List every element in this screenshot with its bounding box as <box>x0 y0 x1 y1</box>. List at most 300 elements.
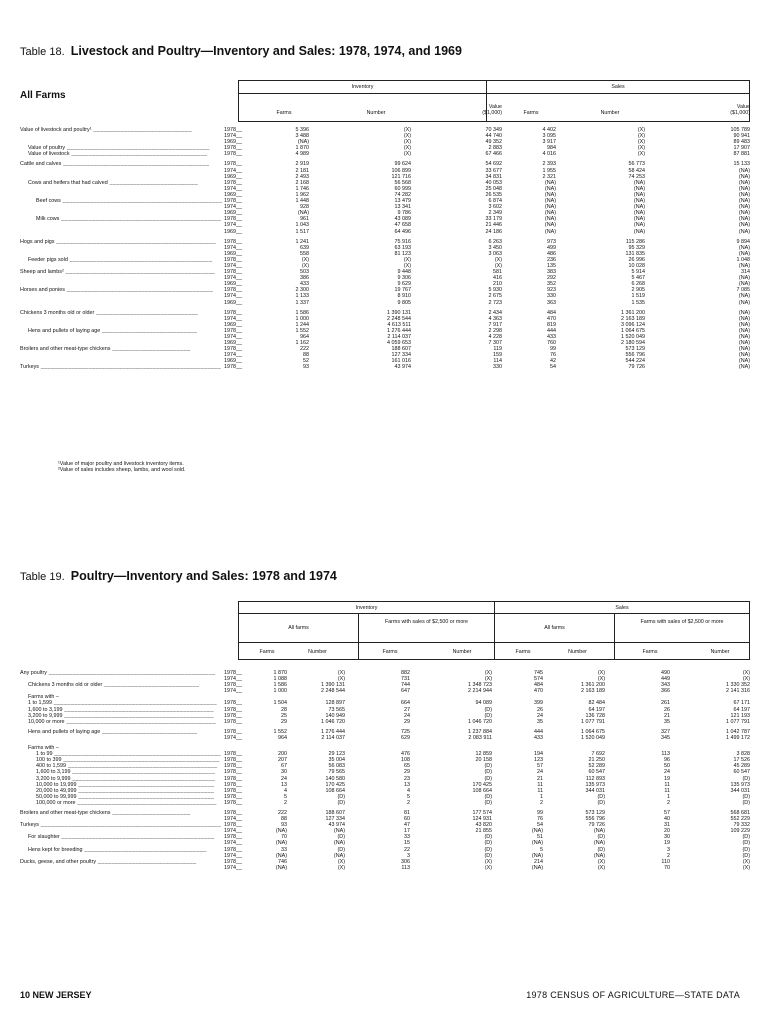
cell-value: 22 <box>404 846 410 853</box>
cell-value: 2 493 <box>295 173 309 180</box>
cell-value: 330 <box>547 293 556 300</box>
row-year: 1969__ <box>224 139 242 146</box>
cell-value: 1 276 444 <box>387 327 411 334</box>
cell-value: 44 740 <box>485 133 502 140</box>
table-19-body <box>20 670 750 871</box>
cell-value: (X) <box>484 670 492 676</box>
cell-value: (X) <box>403 127 411 133</box>
cell-value: (NA) <box>738 358 750 365</box>
cell-value: 745 <box>534 670 543 676</box>
cell-value: 558 <box>300 250 309 257</box>
cell-value: 210 <box>493 281 502 288</box>
cell-value: (X) <box>403 139 411 146</box>
cell-value: (NA) <box>633 222 645 229</box>
cell-value: 292 <box>547 275 556 282</box>
row-label: Value of livestock ________________________________________ <box>28 151 208 158</box>
cell-value: 112 893 <box>585 775 605 782</box>
t18-col-header: Farms <box>276 110 292 116</box>
cell-value: 188 607 <box>325 809 345 816</box>
t18-col-header: Number <box>366 110 386 116</box>
cell-value: 56 568 <box>394 179 411 186</box>
cell-value: 10 028 <box>628 262 645 269</box>
cell-value: 5 <box>284 793 287 800</box>
cell-value: 17 526 <box>733 757 750 764</box>
cell-value: 60 547 <box>588 769 605 776</box>
cell-value: 2 114 037 <box>387 334 411 340</box>
cell-value: 725 <box>401 728 410 735</box>
table-18-body <box>20 127 750 371</box>
t19-col-header: Number <box>452 649 472 655</box>
row-year: 1974__ <box>224 244 242 251</box>
cell-value: 1 237 884 <box>468 728 492 735</box>
cell-value: (NA) <box>333 840 345 847</box>
cell-value: 135 973 <box>585 781 605 788</box>
t18-col-header: Number <box>600 110 620 116</box>
cell-value: 43 974 <box>394 364 411 371</box>
cell-value: 7 307 <box>488 340 502 347</box>
cell-value: (NA) <box>738 204 750 211</box>
cell-value: (X) <box>403 145 411 152</box>
cell-value: 3 450 <box>488 244 502 251</box>
cell-value: (D) <box>742 775 750 782</box>
t19-col-header: Farms <box>382 649 398 655</box>
cell-value: 99 624 <box>394 161 411 168</box>
cell-value: 344 031 <box>585 787 605 794</box>
cell-value: 109 229 <box>730 828 750 835</box>
cell-value: 73 565 <box>328 706 345 713</box>
cell-value: (X) <box>337 858 345 865</box>
cell-value: 131 835 <box>625 250 645 257</box>
page-footer-left: 10 NEW JERSEY <box>20 990 92 1000</box>
cell-value: 476 <box>401 751 410 758</box>
cell-value: 188 607 <box>391 346 411 353</box>
cell-value: 54 <box>550 364 556 371</box>
cell-value: 5 930 <box>488 287 502 294</box>
cell-value: 34 831 <box>485 173 502 180</box>
cell-value: (X) <box>637 133 645 140</box>
cell-value: 108 <box>401 757 410 764</box>
row-label: Milk cows _______________________________________________ <box>36 216 221 223</box>
table-row <box>20 800 750 806</box>
cell-value: 13 <box>281 781 287 788</box>
cell-value: 11 <box>664 781 670 788</box>
cell-value: 23 <box>404 775 410 782</box>
row-year: 1974__ <box>224 352 242 359</box>
cell-value: 67 466 <box>485 151 502 158</box>
cell-value: (X) <box>597 670 605 676</box>
cell-value: 1 046 720 <box>321 718 345 725</box>
sales-group-header: Sales <box>615 605 629 611</box>
row-year: 1974__ <box>224 185 242 192</box>
cell-value: 5 467 <box>631 275 645 282</box>
row-label: Hens and pullets of laying age ____________________________ <box>28 728 198 735</box>
row-year: 1978__ <box>224 763 242 770</box>
cell-value: 1 870 <box>273 670 287 676</box>
cell-value: 573 129 <box>625 346 645 353</box>
cell-value: (NA) <box>738 315 750 322</box>
row-label: For slaughter _____________________________________________ <box>28 834 215 841</box>
cell-value: 135 <box>547 262 556 269</box>
cell-value: 984 <box>547 145 556 152</box>
row-year: 1969__ <box>224 210 242 217</box>
cell-value: 4 016 <box>542 151 556 158</box>
row-year: 1974__ <box>224 864 242 871</box>
cell-value: 31 <box>664 822 670 829</box>
cell-value: 236 <box>547 256 556 263</box>
cell-value: 79 726 <box>588 822 605 829</box>
cell-value: 2 163 189 <box>621 315 645 322</box>
row-label: Cows and heifers that had calved __________________________ <box>28 179 198 186</box>
cell-value: (NA) <box>297 139 309 146</box>
cell-value: (X) <box>597 676 605 683</box>
cell-value: 973 <box>547 238 556 245</box>
cell-value: 2 248 544 <box>321 688 345 695</box>
cell-value: 556 796 <box>585 816 605 823</box>
cell-value: 4 <box>407 787 410 794</box>
cell-value: 2 214 944 <box>468 688 492 695</box>
cell-value: 123 <box>534 757 543 764</box>
row-year: 1978__ <box>224 799 242 806</box>
row-year: 1978__ <box>224 700 242 707</box>
cell-value: 1 746 <box>295 185 309 192</box>
cell-value: (D) <box>337 846 345 853</box>
cell-value: 343 <box>661 682 670 689</box>
row-year: 1978__ <box>224 706 242 713</box>
row-year: 1978__ <box>224 256 242 263</box>
cell-value: 194 <box>534 751 543 758</box>
cell-value: 3 096 124 <box>621 321 645 328</box>
cell-value: (NA) <box>738 293 750 300</box>
row-label: Ducks, geese, and other poultry _____________________________ <box>20 858 197 865</box>
cell-value: (NA) <box>738 299 750 306</box>
cell-value: 2 248 544 <box>387 315 411 322</box>
cell-value: 90 941 <box>733 133 750 140</box>
row-label: Farms with – <box>28 745 59 752</box>
cell-value: 25 048 <box>485 185 502 192</box>
row-year: 1974__ <box>224 840 242 847</box>
table-18-heading: Livestock and Poultry—Inventory and Sales: 1978, 1974, and 1969 <box>70 44 462 58</box>
cell-value: 21 <box>664 712 670 719</box>
cell-value: (D) <box>484 846 492 853</box>
inventory-2500-header: Farms with sales of $2,500 or more <box>384 619 469 625</box>
cell-value: (NA) <box>738 191 750 198</box>
cell-value: 70 <box>664 864 670 871</box>
cell-value: 64 197 <box>588 706 605 713</box>
cell-value: (D) <box>597 834 605 841</box>
cell-value: 6 263 <box>488 238 502 245</box>
row-year: 1974__ <box>224 167 242 174</box>
row-label: 50,000 to 99,999 ________________________________________ <box>36 793 215 800</box>
row-year: 1978__ <box>224 670 242 676</box>
row-year: 1974__ <box>224 334 242 340</box>
cell-value: (X) <box>484 858 492 865</box>
cell-value: (X) <box>637 151 645 158</box>
cell-value: 2 300 <box>295 287 309 294</box>
footnote-1: ¹Value of major poultry and livestock inventory items. <box>58 461 184 467</box>
cell-value: (NA) <box>544 216 556 223</box>
cell-value: 486 <box>547 250 556 257</box>
cell-value: (NA) <box>738 222 750 229</box>
cell-value: 2 723 <box>488 299 502 306</box>
cell-value: 2 883 <box>488 145 502 152</box>
cell-value: 70 <box>281 834 287 841</box>
cell-value: 1 133 <box>295 293 309 300</box>
cell-value: 222 <box>278 809 287 816</box>
row-label: Broilers and other meat-type chickens _______________________ <box>20 346 191 353</box>
cell-value: 2 919 <box>295 161 309 168</box>
cell-value: 63 193 <box>394 244 411 251</box>
cell-value: (X) <box>403 262 411 269</box>
cell-value: 19 <box>664 840 670 847</box>
cell-value: 1 330 352 <box>726 682 750 689</box>
sales-group-header: Sales <box>611 84 625 90</box>
cell-value: (X) <box>742 676 750 683</box>
cell-value: 819 <box>547 321 556 328</box>
cell-value: (NA) <box>333 828 345 835</box>
cell-value: 65 <box>404 763 410 770</box>
cell-value: 1 535 <box>631 299 645 306</box>
cell-value: (X) <box>301 262 309 269</box>
row-year: 1974__ <box>224 293 242 300</box>
cell-value: (NA) <box>738 327 750 334</box>
cell-value: 121 193 <box>730 712 750 719</box>
cell-value: 26 <box>537 706 543 713</box>
cell-value: 1 000 <box>295 315 309 322</box>
cell-value: (X) <box>637 145 645 152</box>
cell-value: (X) <box>742 670 750 676</box>
cell-value: 56 773 <box>628 161 645 168</box>
cell-value: 327 <box>661 728 670 735</box>
row-year: 1978__ <box>224 127 242 133</box>
cell-value: 94 089 <box>475 700 492 707</box>
cell-value: 444 <box>534 728 543 735</box>
row-year: 1974__ <box>224 688 242 695</box>
cell-value: 581 <box>493 269 502 276</box>
cell-value: 54 692 <box>485 161 502 168</box>
table-18-footnotes <box>58 461 186 474</box>
row-year: 1974__ <box>224 222 242 229</box>
cell-value: (NA) <box>544 222 556 229</box>
cell-value: 1 048 <box>736 256 750 263</box>
row-label: Farms with – <box>28 694 59 701</box>
cell-value: (NA) <box>738 346 750 353</box>
cell-value: 93 <box>281 822 287 829</box>
row-year: 1978__ <box>224 822 242 829</box>
cell-value: (X) <box>337 676 345 683</box>
cell-value: 74 253 <box>628 173 645 180</box>
cell-value: (NA) <box>531 840 543 847</box>
cell-value: 29 123 <box>328 751 345 758</box>
cell-value: 81 <box>404 809 410 816</box>
cell-value: (NA) <box>275 864 287 871</box>
row-year: 1978__ <box>224 364 242 371</box>
cell-value: 484 <box>547 309 556 316</box>
cell-value: (D) <box>597 846 605 853</box>
cell-value: 2 <box>667 799 670 806</box>
row-label: 1 to 99 _________________________________________________ <box>36 751 221 758</box>
cell-value: (NA) <box>738 179 750 186</box>
t19-col-header: Farms <box>515 649 531 655</box>
cell-value: (NA) <box>738 334 750 340</box>
cell-value: 33 179 <box>485 216 502 223</box>
cell-value: 43 820 <box>475 822 492 829</box>
row-year: 1969__ <box>224 250 242 257</box>
table-19-heading: Poultry—Inventory and Sales: 1978 and 1974 <box>70 569 337 583</box>
cell-value: 1 077 791 <box>726 718 750 725</box>
cell-value: 20 158 <box>475 757 492 764</box>
cell-value: 170 425 <box>472 781 492 788</box>
cell-value: (NA) <box>738 210 750 217</box>
row-year: 1978__ <box>224 327 242 334</box>
cell-value: 51 <box>537 834 543 841</box>
cell-value: 2 298 <box>488 327 502 334</box>
cell-value: 433 <box>547 334 556 340</box>
cell-value: (D) <box>484 834 492 841</box>
cell-value: 314 <box>741 269 750 276</box>
cell-value: (NA) <box>544 204 556 211</box>
cell-value: 366 <box>661 688 670 695</box>
cell-value: 24 <box>537 712 543 719</box>
cell-value: (NA) <box>738 216 750 223</box>
cell-value: (X) <box>403 256 411 263</box>
cell-value: 490 <box>661 670 670 676</box>
cell-value: (X) <box>337 670 345 676</box>
row-year: 1978__ <box>224 793 242 800</box>
cell-value: (D) <box>484 793 492 800</box>
cell-value: (D) <box>484 763 492 770</box>
row-label: 10,000 to 19,999 ________________________________________ <box>36 781 215 788</box>
table-18-title <box>20 44 462 58</box>
cell-value: (D) <box>484 852 492 859</box>
cell-value: 42 <box>550 358 556 365</box>
cell-value: 306 <box>401 858 410 865</box>
cell-value: 1 276 444 <box>321 728 345 735</box>
cell-value: 1 361 200 <box>621 309 645 316</box>
cell-value: 664 <box>401 700 410 707</box>
cell-value: 9 629 <box>397 281 411 288</box>
cell-value: 43 089 <box>394 216 411 223</box>
cell-value: 9 306 <box>397 275 411 282</box>
cell-value: 21 855 <box>475 828 492 835</box>
cell-value: 47 <box>404 822 410 829</box>
table-row <box>20 364 750 370</box>
cell-value: 40 <box>664 816 670 823</box>
row-label: Chickens 3 months old or older ____________________________ <box>28 682 200 689</box>
cell-value: 544 224 <box>625 358 645 365</box>
cell-value: 1 520 049 <box>621 334 645 340</box>
cell-value: (X) <box>403 151 411 158</box>
cell-value: 88 <box>281 816 287 823</box>
row-year: 1974__ <box>224 275 242 282</box>
cell-value: 484 <box>534 682 543 689</box>
cell-value: 207 <box>278 757 287 764</box>
cell-value: 386 <box>300 275 309 282</box>
row-year: 1974__ <box>224 262 242 269</box>
cell-value: 444 <box>547 327 556 334</box>
cell-value: 21 446 <box>485 222 502 229</box>
cell-value: 128 897 <box>325 700 345 707</box>
row-label: Value of livestock and poultry¹ _____________________________ <box>20 127 192 133</box>
cell-value: 4 613 511 <box>387 321 411 328</box>
cell-value: 6 874 <box>488 198 502 205</box>
row-year: 1978__ <box>224 728 242 735</box>
cell-value: 470 <box>547 315 556 322</box>
cell-value: (NA) <box>633 191 645 198</box>
row-year: 1978__ <box>224 145 242 152</box>
cell-value: 1 517 <box>295 228 309 235</box>
cell-value: 7 917 <box>488 321 502 328</box>
inventory-group-header: Inventory <box>355 605 378 611</box>
cell-value: 552 229 <box>730 816 750 823</box>
cell-value: 639 <box>300 244 309 251</box>
cell-value: 344 031 <box>730 787 750 794</box>
cell-value: (NA) <box>633 179 645 186</box>
cell-value: 1 504 <box>273 700 287 707</box>
cell-value: 9 894 <box>736 238 750 245</box>
cell-value: (NA) <box>275 828 287 835</box>
cell-value: 76 <box>537 816 543 823</box>
cell-value: (D) <box>742 852 750 859</box>
t18-col-header: Farms <box>523 110 539 116</box>
cell-value: 29 <box>281 718 287 725</box>
cell-value: 33 677 <box>485 167 502 174</box>
cell-value: 2 163 189 <box>581 688 605 695</box>
row-label: 100,000 or more _________________________________________ <box>36 799 217 806</box>
cell-value: 20 <box>664 828 670 835</box>
cell-value: (D) <box>742 793 750 800</box>
cell-value: 647 <box>401 688 410 695</box>
cell-value: 6 268 <box>631 281 645 288</box>
cell-value: 19 <box>664 775 670 782</box>
cell-value: 1 519 <box>631 293 645 300</box>
cell-value: (NA) <box>531 864 543 871</box>
row-year: 1969__ <box>224 358 242 365</box>
cell-value: (NA) <box>275 852 287 859</box>
cell-value: (D) <box>337 799 345 806</box>
row-label: Hens and pullets of laying age ____________________________ <box>28 327 198 334</box>
cell-value: (X) <box>742 858 750 865</box>
cell-value: 345 <box>661 734 670 741</box>
cell-value: 106 899 <box>391 167 411 174</box>
cell-value: 119 <box>493 346 502 353</box>
cell-value: (NA) <box>738 228 750 235</box>
cell-value: (NA) <box>531 828 543 835</box>
cell-value: 21 250 <box>588 757 605 764</box>
row-year: 1978__ <box>224 238 242 245</box>
cell-value: (NA) <box>738 309 750 316</box>
cell-value: 93 <box>303 364 309 371</box>
row-year: 1978__ <box>224 712 242 719</box>
cell-value: 57 <box>537 763 543 770</box>
cell-value: 26 996 <box>628 256 645 263</box>
cell-value: (X) <box>484 864 492 871</box>
row-year: 1978__ <box>224 287 242 294</box>
cell-value: 140 580 <box>325 775 345 782</box>
cell-value: (D) <box>484 799 492 806</box>
cell-value: 3 917 <box>542 139 556 146</box>
cell-value: 1 520 049 <box>581 734 605 741</box>
table-18-number: Table 18. <box>20 46 65 58</box>
cell-value: (X) <box>403 133 411 140</box>
cell-value: 5 <box>540 846 543 853</box>
cell-value: (NA) <box>738 275 750 282</box>
row-year: 1969__ <box>224 173 242 180</box>
row-label: Any poultry _________________________________________________ <box>20 670 216 676</box>
cell-value: 214 <box>534 858 543 865</box>
cell-value: (NA) <box>544 185 556 192</box>
cell-value: 99 <box>550 346 556 353</box>
row-label: 3,200 to 9,999 __________________________________________ <box>36 775 216 782</box>
